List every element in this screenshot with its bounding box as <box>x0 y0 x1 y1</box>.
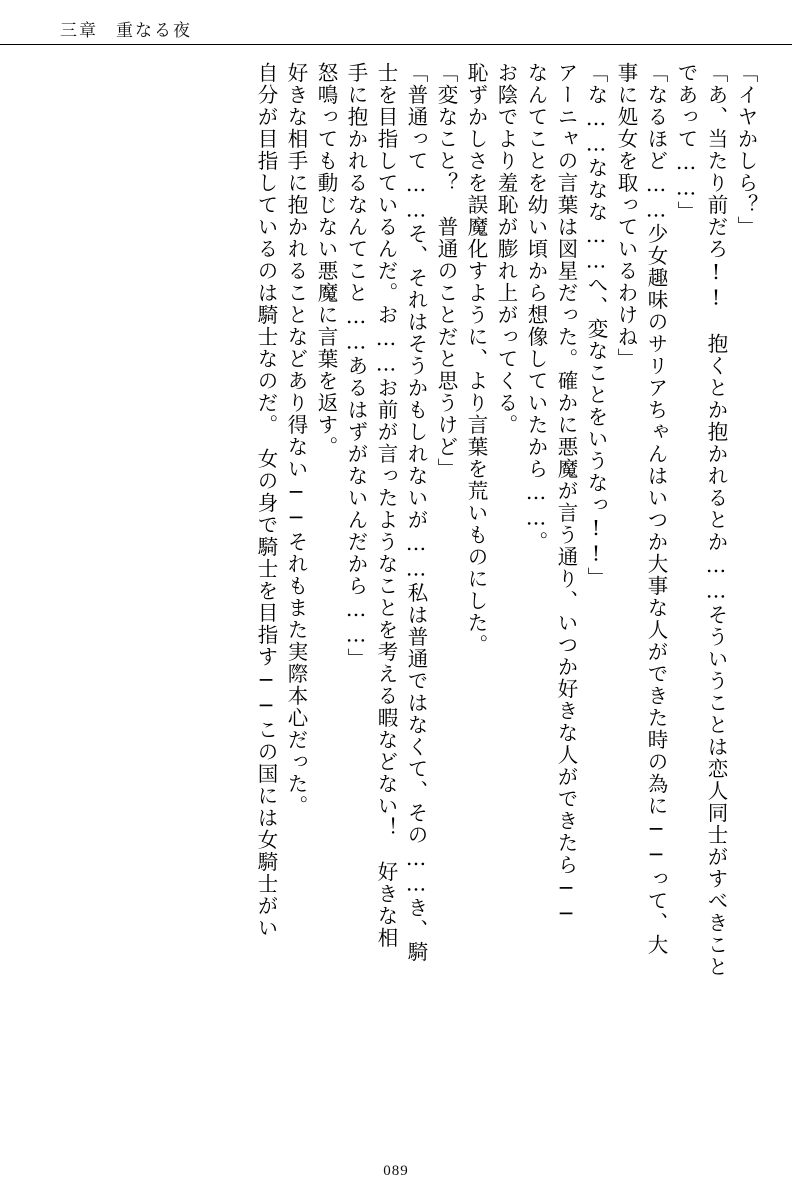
text-line: 自分が目指しているのは騎士なのだ。 女の身で騎士を目指す──この国には女騎士がい <box>254 62 278 939</box>
text-line: 士を目指しているんだ。お……お前が言ったようなことを考える暇などない！ 好きな相 <box>374 62 398 949</box>
chapter-title: 重なる夜 <box>116 21 192 41</box>
text-line: であって……」 <box>674 62 698 223</box>
text-line: 事に処女を取っているわけね」 <box>614 62 638 370</box>
header-rule <box>0 44 792 45</box>
body-text <box>36 62 756 1132</box>
page-header <box>60 16 192 41</box>
text-line: 恥ずかしさを誤魔化すように、より言葉を荒いものにした。 <box>464 62 488 656</box>
text-line: 手に抱かれるなんてこと……あるはずがないんだから……」 <box>344 62 368 670</box>
text-line: 「普通って……そ、それはそうかもしれないが……私は普通ではなくて、その……き、騎 <box>404 62 428 963</box>
page-number: 089 <box>383 1163 409 1179</box>
text-line: 「イヤかしら？」 <box>734 62 758 238</box>
text-line: 怒鳴っても動じない悪魔に言葉を返す。 <box>314 62 338 458</box>
text-line: なんてことを幼い頃から想像していたから……。 <box>524 62 548 553</box>
text-line: お陰でより羞恥が膨れ上がってくる。 <box>494 62 518 436</box>
text-line: 「あ、当たり前だろ!! 抱くとか抱かれるとか……そういうことは恋人同士がすべきこと <box>704 62 728 978</box>
chapter-number: 三章 <box>60 21 98 41</box>
text-line: 「変なこと？ 普通のことだと思うけど」 <box>434 62 458 480</box>
text-line: アーニャの言葉は図星だった。確かに悪魔が言う通り、いつか好きな人ができたら── <box>554 62 578 927</box>
text-line: 「なるほど……少女趣味のサリアちゃんはいつか大事な人ができた時の為に──って、大 <box>644 62 668 956</box>
text-line: 好きな相手に抱かれることなどあり得ない──それもまた実際本心だった。 <box>284 62 308 817</box>
text-line: 「な……ななな……へ、変なことをいうなっ!!」 <box>584 62 608 589</box>
